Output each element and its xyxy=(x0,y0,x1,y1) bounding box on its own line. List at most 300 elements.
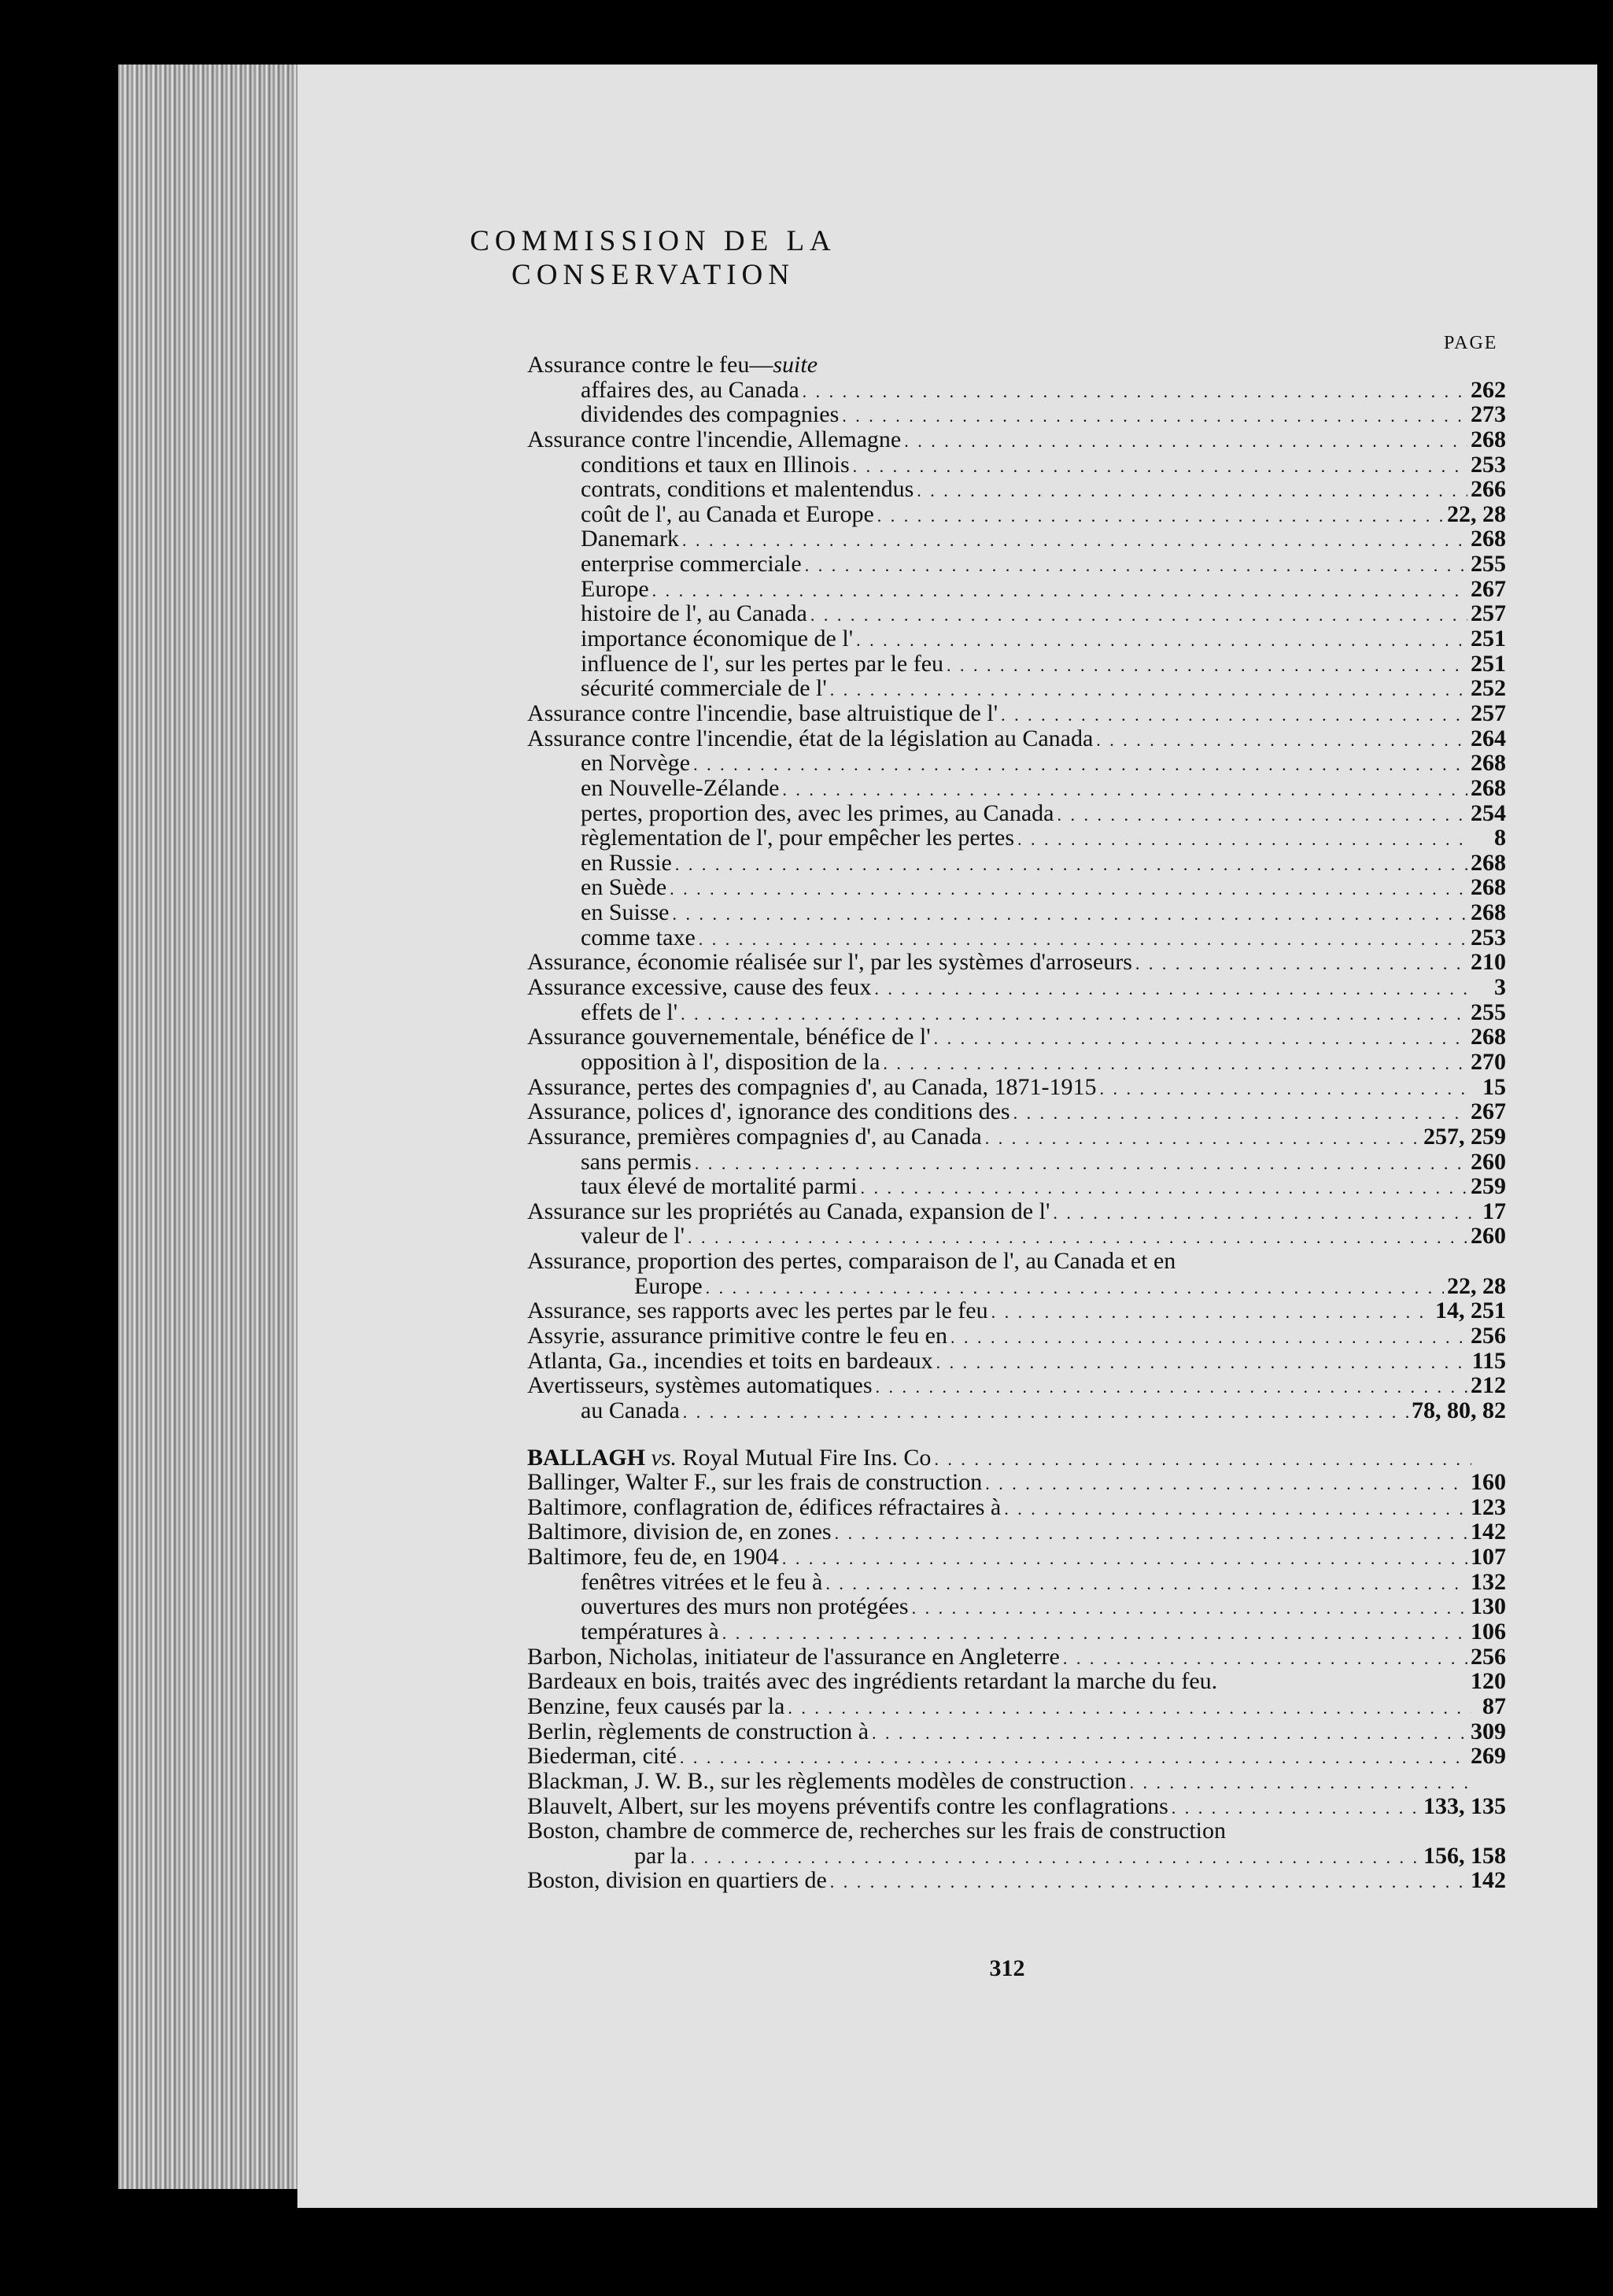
index-entry-label xyxy=(527,975,871,1000)
leader-dots xyxy=(842,404,1467,429)
leader-dots xyxy=(681,1002,1467,1027)
index-entry-page: 256 xyxy=(1471,1322,1506,1349)
index-entry-page: 254 xyxy=(1471,799,1506,826)
index-entry-page: 87 xyxy=(1482,1692,1506,1719)
index-entry-label xyxy=(581,875,666,900)
index-entry xyxy=(527,1298,1506,1323)
leader-dots xyxy=(904,429,1467,454)
index-entry-page: 257 xyxy=(1471,700,1506,726)
leader-dots xyxy=(803,379,1467,404)
index-entry-text: Boston, chambre de commerce de, recherches sur les frais de construction xyxy=(527,1818,1226,1844)
leader-dots xyxy=(985,1126,1420,1151)
index-entry-text: Atlanta, Ga., incendies et toits en bardeaux xyxy=(527,1347,933,1374)
leader-dots xyxy=(934,1447,1471,1472)
index-entry-text: effets de l' xyxy=(581,999,678,1025)
index-entry-label xyxy=(527,1323,947,1349)
leader-dots xyxy=(695,1151,1467,1176)
index-entry-label xyxy=(581,626,853,652)
index-entry-text: Danemark xyxy=(581,526,679,552)
index-entry-page: 142 xyxy=(1471,1867,1506,1894)
leader-dots xyxy=(830,677,1467,703)
leader-dots xyxy=(1001,703,1467,728)
index-entry xyxy=(527,1694,1506,1719)
index-entry xyxy=(527,1619,1506,1644)
index-entry xyxy=(527,1769,1506,1794)
index-entry xyxy=(527,701,1506,726)
index-entry-bold: BALLAGH xyxy=(527,1444,646,1471)
index-entry-label xyxy=(527,1744,677,1769)
index-entry xyxy=(527,851,1506,876)
index-entry-page: 255 xyxy=(1471,551,1506,578)
index-entry-label xyxy=(581,1000,677,1025)
index-entry xyxy=(527,1099,1506,1124)
index-entry xyxy=(527,1545,1506,1570)
index-entry xyxy=(527,1199,1506,1224)
index-entry xyxy=(527,1024,1506,1050)
index-entry-label xyxy=(527,950,1132,975)
index-entry-text: sécurité commerciale de l' xyxy=(581,675,827,702)
leader-dots xyxy=(782,1546,1467,1571)
index-entry-label xyxy=(527,427,901,452)
index-entry-text: dividendes des compagnies xyxy=(581,401,840,428)
index-entry-text: Europe xyxy=(634,1272,703,1299)
index-entry-page: 257, 259 xyxy=(1423,1123,1506,1150)
index-entry xyxy=(527,552,1506,577)
index-entry-page: 267 xyxy=(1471,575,1506,602)
index-entry xyxy=(527,1594,1506,1619)
index-entry xyxy=(527,1274,1506,1299)
index-entry-label xyxy=(527,1794,1168,1819)
index-entry-label xyxy=(581,751,690,776)
index-entry-page: 268 xyxy=(1471,426,1506,452)
index-entry xyxy=(527,1150,1506,1175)
index-entry-text: influence de l', sur les pertes par le feu xyxy=(581,650,944,677)
index-entry-text: Ballinger, Walter F., sur les frais de construction xyxy=(527,1469,983,1496)
index-entry-label xyxy=(527,1249,1176,1274)
index-entry xyxy=(527,1644,1506,1670)
index-entry-page: 266 xyxy=(1471,476,1506,503)
index-entry-page: 17 xyxy=(1482,1198,1506,1224)
index-entry-page: 268 xyxy=(1471,849,1506,876)
index-entry-text: en Suède xyxy=(581,874,667,901)
leader-dots xyxy=(877,504,1444,529)
index-entry-text: Assurance contre l'incendie, base altruistique de l' xyxy=(527,700,998,726)
index-entry xyxy=(527,577,1506,602)
index-entry-label xyxy=(581,1174,858,1199)
index-entry xyxy=(527,452,1506,478)
index-entry xyxy=(527,626,1506,652)
index-entry xyxy=(527,801,1506,826)
index-entry-page: 123 xyxy=(1471,1493,1506,1520)
index-entry-text: conditions et taux en Illinois xyxy=(581,451,850,478)
index-entry-page: 106 xyxy=(1471,1619,1506,1645)
index-entry-page: 251 xyxy=(1471,626,1506,652)
index-entry-text: Europe xyxy=(581,575,649,602)
index-entry-page: 267 xyxy=(1471,1098,1506,1125)
index-entry-text: Assurance excessive, cause des feux xyxy=(527,974,872,1001)
index-entry-text: Assurance sur les propriétés au Canada, expansion de l' xyxy=(527,1198,1050,1224)
index-entry xyxy=(527,1818,1506,1844)
leader-dots xyxy=(670,877,1467,902)
index-entry-label xyxy=(581,776,779,801)
index-entry-label xyxy=(527,726,1093,751)
index-entry-page: 268 xyxy=(1471,1024,1506,1050)
index-entry-text: règlementation de l', pour empêcher les pertes xyxy=(581,825,1015,851)
index-entry-page: 260 xyxy=(1471,1223,1506,1250)
index-entry-page: 269 xyxy=(1471,1743,1506,1770)
index-entry-page: 14, 251 xyxy=(1435,1297,1506,1324)
index-entry-label xyxy=(581,1050,880,1075)
index-entry xyxy=(527,1794,1506,1819)
index-entry-text: Assurance contre l'incendie, Allemagne xyxy=(527,426,902,452)
leader-dots xyxy=(1096,728,1467,753)
index-entry-label xyxy=(581,676,827,701)
index-entry xyxy=(527,751,1506,776)
index-entry-text: Assurance, polices d', ignorance des conditions des xyxy=(527,1098,1010,1125)
index-entry-label xyxy=(581,851,672,876)
index-entry-label xyxy=(527,1519,832,1545)
index-entry xyxy=(527,1398,1506,1423)
leader-dots xyxy=(682,528,1467,553)
index-entry-text: Assurance, économie réalisée sur l', par les systèmes d'arroseurs xyxy=(527,949,1132,976)
index-entry-label xyxy=(581,1570,822,1595)
index-entry-text: en Norvège xyxy=(581,750,691,777)
leader-dots xyxy=(876,1375,1467,1400)
index-entry-label xyxy=(527,1694,784,1719)
index-entry-label xyxy=(581,477,914,502)
index-entry-page: 15 xyxy=(1482,1073,1506,1100)
leader-dots xyxy=(688,1225,1467,1250)
index-entry-label xyxy=(581,1594,909,1619)
index-entry-text: en Nouvelle-Zélande xyxy=(581,774,780,801)
leader-dots xyxy=(1172,1796,1420,1821)
index-entry-page: 251 xyxy=(1471,650,1506,677)
index-entry-text: Berlin, règlements de construction à xyxy=(527,1718,869,1744)
index-entry-page: 22, 28 xyxy=(1447,500,1506,527)
leader-dots xyxy=(985,1471,1467,1497)
leader-dots xyxy=(1013,1101,1467,1126)
index-entry-label xyxy=(527,353,818,378)
index-entry-text: valeur de l' xyxy=(581,1223,685,1250)
index-entry-text: Baltimore, division de, en zones xyxy=(527,1519,832,1545)
index-entry-text: Assurance contre le feu— xyxy=(527,352,773,378)
index-list xyxy=(527,353,1506,1893)
index-entry-text: en Russie xyxy=(581,849,672,876)
index-entry-label xyxy=(581,1224,685,1249)
index-entry-page: 268 xyxy=(1471,750,1506,777)
index-entry-page: 156, 158 xyxy=(1423,1842,1506,1869)
index-entry-label xyxy=(581,1150,692,1175)
leader-dots xyxy=(991,1300,1432,1325)
index-entry-label xyxy=(527,701,998,726)
index-entry xyxy=(527,975,1506,1000)
index-entry xyxy=(527,1224,1506,1249)
index-entry-page: 142 xyxy=(1471,1519,1506,1545)
leader-dots xyxy=(861,1176,1467,1201)
index-entry-text: fenêtres vitrées et le feu à xyxy=(581,1568,823,1595)
index-entry-page: 252 xyxy=(1471,675,1506,702)
index-entry-label xyxy=(634,1274,703,1299)
leader-dots xyxy=(936,1350,1469,1375)
leader-dots xyxy=(853,454,1467,479)
index-entry-text: Assurance gouvernementale, bénéfice de l' xyxy=(527,1024,931,1050)
index-entry-text: affaires des, au Canada xyxy=(581,376,799,403)
book-page-edge xyxy=(118,65,307,2189)
index-entry-text: Avertisseurs, systèmes automatiques xyxy=(527,1372,873,1399)
index-entry-page: 268 xyxy=(1471,874,1506,901)
index-entry xyxy=(527,950,1506,975)
index-entry xyxy=(527,652,1506,677)
index-entry-label xyxy=(581,900,670,925)
index-entry-page: 268 xyxy=(1471,526,1506,552)
index-entry-text: coût de l', au Canada et Europe xyxy=(581,500,874,527)
index-entry xyxy=(527,1075,1506,1100)
index-entry-label xyxy=(581,378,799,403)
index-entry xyxy=(527,900,1506,925)
index-entry xyxy=(527,1124,1506,1150)
index-entry-label xyxy=(527,1445,931,1471)
index-entry-label xyxy=(527,1769,1127,1794)
index-entry-page: 268 xyxy=(1471,899,1506,926)
index-entry-label xyxy=(527,1470,982,1495)
index-entry-text: Assyrie, assurance primitive contre le feu en xyxy=(527,1322,947,1349)
index-entry xyxy=(527,477,1506,502)
index-entry-page: 257 xyxy=(1471,600,1506,627)
index-entry-page: 107 xyxy=(1471,1544,1506,1571)
index-entry xyxy=(527,825,1506,851)
leader-dots xyxy=(683,1400,1408,1425)
index-entry-page: 259 xyxy=(1471,1173,1506,1200)
leader-dots xyxy=(810,603,1467,628)
index-entry-text: Assurance contre l'incendie, état de la législation au Canada xyxy=(527,725,1094,751)
index-entry-label xyxy=(527,1199,1050,1224)
index-entry xyxy=(527,925,1506,951)
index-entry-italic: suite xyxy=(773,352,818,378)
index-entry-label xyxy=(527,1024,931,1050)
index-entry-page: 132 xyxy=(1471,1568,1506,1595)
index-entry-text: par la xyxy=(634,1842,688,1869)
index-entry-text: Royal Mutual Fire Ins. Co xyxy=(677,1444,932,1471)
index-entry xyxy=(527,776,1506,801)
index-entry-page: 253 xyxy=(1471,451,1506,478)
index-entry xyxy=(527,875,1506,900)
index-entry-text: Assurance, proportion des pertes, comparaison de l', au Canada et en xyxy=(527,1248,1176,1275)
index-entry xyxy=(527,427,1506,452)
index-entry xyxy=(527,402,1506,427)
index-entry xyxy=(527,1050,1506,1075)
leader-dots xyxy=(722,1621,1467,1646)
index-entry xyxy=(527,1719,1506,1744)
leader-dots xyxy=(652,578,1467,604)
index-entry-italic: vs. xyxy=(651,1444,677,1471)
index-entry-text: opposition à l', disposition de la xyxy=(581,1048,880,1075)
leader-dots xyxy=(673,902,1468,927)
index-entry-page: 3 xyxy=(1494,974,1506,1001)
index-entry-text: enterprise commerciale xyxy=(581,551,802,578)
leader-dots xyxy=(782,777,1467,803)
index-entry-page: 256 xyxy=(1471,1643,1506,1670)
index-entry-text: au Canada xyxy=(581,1397,680,1423)
index-entry xyxy=(527,1495,1506,1520)
index-entry xyxy=(527,1373,1506,1398)
index-entry xyxy=(527,1519,1506,1545)
index-entry-label xyxy=(527,1124,982,1150)
index-entry-page: 268 xyxy=(1471,774,1506,801)
leader-dots xyxy=(883,1051,1467,1076)
index-entry xyxy=(527,1349,1506,1374)
index-entry-text: ouvertures des murs non protégées xyxy=(581,1593,909,1620)
leader-dots xyxy=(1135,951,1467,976)
index-entry-page: 264 xyxy=(1471,725,1506,751)
index-entry-label xyxy=(581,402,839,427)
index-entry-text: Barbon, Nicholas, initiateur de l'assurance en Angleterre xyxy=(527,1643,1060,1670)
index-entry-label xyxy=(527,1669,1217,1694)
index-entry xyxy=(527,1570,1506,1595)
index-entry-text: Assurance, premières compagnies d', au Canada xyxy=(527,1123,982,1150)
leader-dots xyxy=(690,1845,1420,1870)
index-entry-label xyxy=(581,502,874,527)
running-head: COMMISSION DE LA CONSERVATION xyxy=(470,225,836,291)
leader-dots xyxy=(699,927,1467,952)
index-entry-label xyxy=(527,1644,1060,1670)
index-entry-text: Biederman, cité xyxy=(527,1743,677,1770)
leader-dots xyxy=(1057,803,1467,828)
index-entry-page: 255 xyxy=(1471,999,1506,1025)
leader-dots xyxy=(1004,1497,1467,1522)
index-entry-label xyxy=(634,1844,687,1869)
index-entry xyxy=(527,1669,1506,1694)
page-number: 312 xyxy=(989,1955,1025,1981)
index-entry-page: 120 xyxy=(1471,1668,1506,1695)
index-entry-text: sans permis xyxy=(581,1148,692,1175)
index-entry-text: températures à xyxy=(581,1619,719,1645)
index-entry xyxy=(527,601,1506,626)
index-entry-label xyxy=(581,652,943,677)
index-entry xyxy=(527,1744,1506,1769)
index-entry-text: pertes, proportion des, avec les primes, au Canada xyxy=(581,799,1054,826)
index-entry xyxy=(527,502,1506,527)
index-entry xyxy=(527,1249,1506,1274)
leader-dots xyxy=(1063,1646,1467,1671)
leader-dots xyxy=(825,1571,1467,1596)
index-entry-label xyxy=(581,601,807,626)
index-entry-text: Boston, division en quartiers de xyxy=(527,1867,827,1894)
page-column-heading: PAGE xyxy=(1444,333,1498,353)
index-entry xyxy=(527,1844,1506,1869)
leader-dots xyxy=(830,1870,1467,1895)
index-entry-label xyxy=(581,1619,719,1644)
index-entry-page: 273 xyxy=(1471,401,1506,428)
index-entry-page: 260 xyxy=(1471,1148,1506,1175)
index-entry-text: Benzine, feux causés par la xyxy=(527,1692,785,1719)
leader-dots xyxy=(856,628,1467,653)
index-entry xyxy=(527,1868,1506,1893)
index-entry-page: 270 xyxy=(1471,1048,1506,1075)
index-entry-label xyxy=(581,526,679,552)
index-entry xyxy=(527,676,1506,701)
index-entry-text: importance économique de l' xyxy=(581,626,854,652)
index-entry-text: Blauvelt, Albert, sur les moyens préventifs contre les conflagrations xyxy=(527,1792,1168,1819)
index-entry-label xyxy=(527,1075,1097,1100)
index-entry-page: 309 xyxy=(1471,1718,1506,1744)
leader-dots xyxy=(917,478,1467,504)
index-entry-page: 160 xyxy=(1471,1469,1506,1496)
index-entry xyxy=(527,1470,1506,1495)
index-entry xyxy=(527,378,1506,403)
index-entry-text: comme taxe xyxy=(581,924,696,951)
index-entry-label xyxy=(527,1818,1226,1844)
index-entry-text: Baltimore, conflagration de, édifices réfractaires à xyxy=(527,1493,1002,1520)
index-entry-text: en Suisse xyxy=(581,899,670,926)
index-entry xyxy=(527,726,1506,751)
index-entry xyxy=(527,1000,1506,1025)
index-entry xyxy=(527,1323,1506,1349)
leader-dots xyxy=(1053,1201,1471,1226)
index-entry-label xyxy=(581,925,696,951)
index-entry-page: 210 xyxy=(1471,949,1506,976)
leader-dots xyxy=(1017,827,1471,852)
index-entry-page: 8 xyxy=(1494,825,1506,851)
index-entry xyxy=(527,526,1506,552)
index-entry-label xyxy=(527,1545,779,1570)
leader-dots xyxy=(1100,1076,1471,1102)
leader-dots xyxy=(934,1026,1467,1051)
index-entry-label xyxy=(581,577,649,602)
index-entry-text: taux élevé de mortalité parmi xyxy=(581,1173,858,1200)
leader-dots xyxy=(947,653,1467,678)
index-entry-page: 212 xyxy=(1471,1372,1506,1399)
leader-dots xyxy=(912,1596,1467,1621)
index-entry-label xyxy=(527,1868,827,1893)
leader-dots xyxy=(675,852,1467,877)
index-entry-text: histoire de l', au Canada xyxy=(581,600,807,627)
leader-dots xyxy=(693,752,1467,777)
index-entry-page: 78, 80, 82 xyxy=(1412,1397,1506,1423)
index-entry-label xyxy=(581,1398,680,1423)
index-entry xyxy=(527,1174,1506,1199)
leader-dots xyxy=(706,1275,1444,1301)
leader-dots xyxy=(1130,1770,1471,1796)
index-entry xyxy=(527,1445,1506,1471)
leader-dots xyxy=(680,1745,1467,1770)
index-entry-text: Baltimore, feu de, en 1904 xyxy=(527,1544,779,1571)
index-entry-text: Assurance, ses rapports avec les pertes par le feu xyxy=(527,1297,988,1324)
index-entry-label xyxy=(581,825,1014,851)
leader-dots xyxy=(872,1721,1467,1746)
index-entry-text: contrats, conditions et malentendus xyxy=(581,476,914,503)
index-entry-label xyxy=(527,1495,1001,1520)
index-entry-label xyxy=(527,1349,933,1374)
leader-dots xyxy=(835,1521,1467,1546)
index-entry-text: Bardeaux en bois, traités avec des ingrédients retardant la marche du feu. xyxy=(527,1668,1218,1695)
index-entry-label xyxy=(581,452,850,478)
leader-dots xyxy=(805,553,1467,578)
index-entry-page: 115 xyxy=(1471,1347,1506,1374)
leader-dots xyxy=(950,1325,1467,1350)
leader-dots xyxy=(874,976,1471,1002)
index-entry-page: 130 xyxy=(1471,1593,1506,1620)
leader-dots xyxy=(788,1696,1471,1721)
index-entry-label xyxy=(581,552,802,577)
index-entry-text: Blackman, J. W. B., sur les règlements modèles de construction xyxy=(527,1767,1127,1794)
index-entry-label xyxy=(527,1719,869,1744)
index-entry xyxy=(527,353,1506,378)
index-entry-page: 133, 135 xyxy=(1423,1792,1506,1819)
index-entry-label xyxy=(527,1099,1010,1124)
index-entry-page: 22, 28 xyxy=(1447,1272,1506,1299)
index-entry-label xyxy=(527,1373,873,1398)
index-entry-text: Assurance, pertes des compagnies d', au Canada, 1871-1915 xyxy=(527,1073,1097,1100)
